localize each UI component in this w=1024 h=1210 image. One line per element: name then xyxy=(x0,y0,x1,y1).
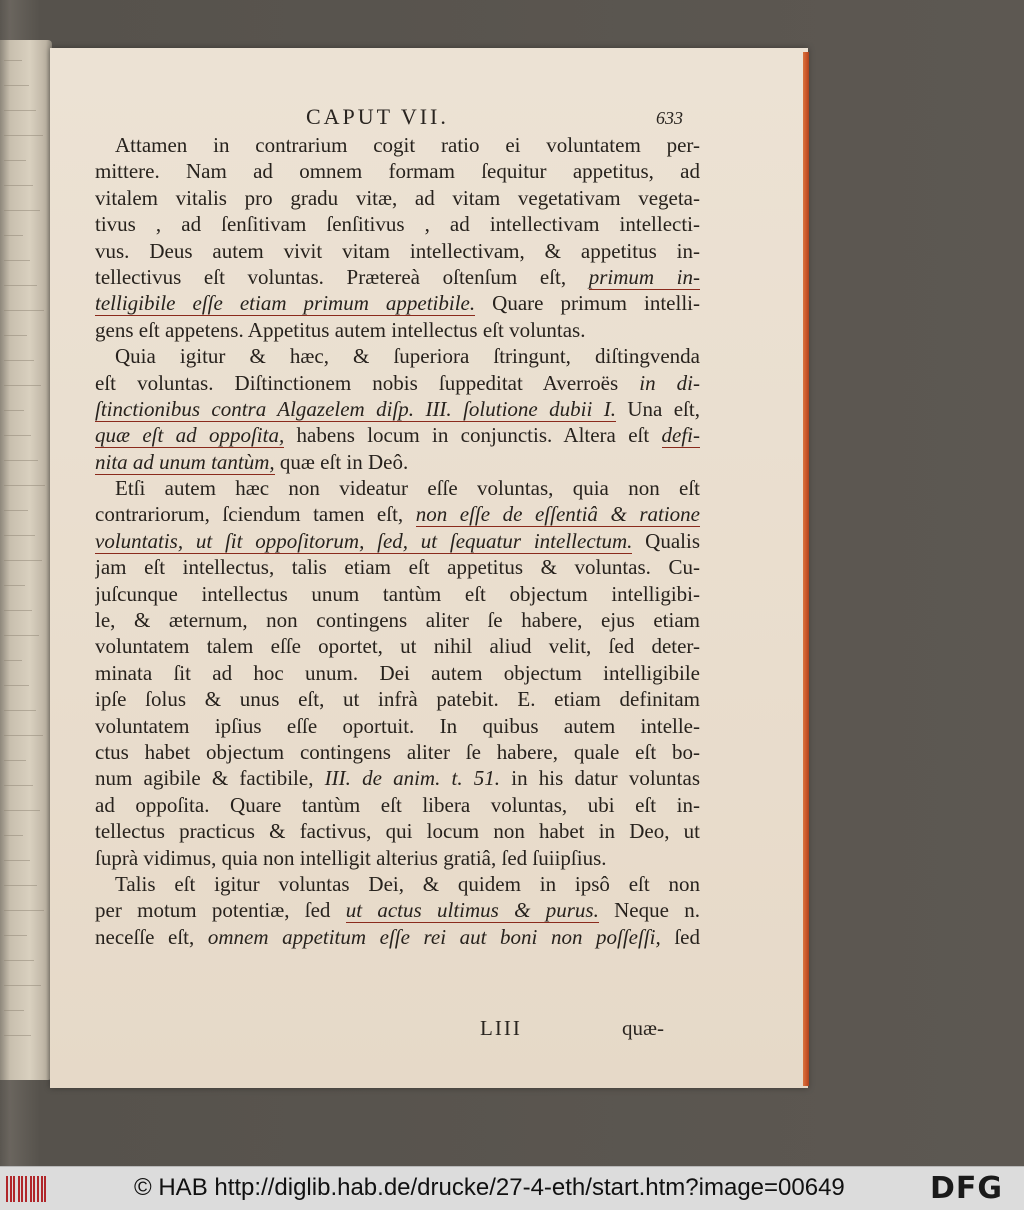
text-line xyxy=(95,501,700,527)
text-run: Quia igitur & hæc, & ſuperiora ſtringunt, diſtingvenda xyxy=(115,344,700,369)
text-run: ſuprà vidimus, quia non intelligit alterius gratiâ, ſed ſuiipſius. xyxy=(95,845,607,870)
text-run: Attamen in contrarium cogit ratio ei voluntatem per- xyxy=(115,133,700,157)
italic-run: voluntatis, ut ſit oppoſitorum, ſed, ut ſequatur intellectum. xyxy=(95,528,633,553)
text-line xyxy=(95,290,700,316)
text-line xyxy=(95,924,700,950)
text-run: voluntatem ipſius eſſe oportuit. In quibus autem intelle- xyxy=(95,713,700,738)
italic-run: telligibile eſſe etiam primum appetibile. xyxy=(95,291,476,316)
bleed-through-mark xyxy=(4,510,28,511)
bleed-through-mark xyxy=(4,860,30,861)
text-run: tellectivus eſt voluntas. Prætereà oſtenſum eſt, xyxy=(95,264,589,289)
text-run: tellectus practicus & factivus, qui locum non habet in Deo, ut xyxy=(95,819,700,844)
text-run: Talis eſt igitur voluntas Dei, & quidem in ipsô eſt non xyxy=(115,871,700,896)
text-line xyxy=(95,554,700,580)
text-run: jam eſt intellectus, talis etiam eſt appetitus & voluntas. Cu- xyxy=(95,555,700,580)
page-footer xyxy=(50,1016,808,1046)
bleed-through-mark xyxy=(4,735,43,736)
book-page xyxy=(50,48,808,1088)
text-line xyxy=(95,792,700,818)
barcode-stripe xyxy=(44,1176,46,1202)
text-line xyxy=(95,370,700,396)
bleed-through-mark xyxy=(4,335,27,336)
bleed-through-mark xyxy=(4,685,29,686)
catchword: quæ- xyxy=(622,1016,664,1040)
text-line xyxy=(95,660,700,686)
page-header xyxy=(50,102,808,136)
bleed-through-mark xyxy=(4,535,35,536)
italic-run: non eſſe de eſſentiâ & ratione xyxy=(415,502,700,527)
barcode-stripe xyxy=(6,1176,8,1202)
text-line xyxy=(95,607,700,633)
copyright-link[interactable]: © HAB http://diglib.hab.de/drucke/27-4-eth/start.htm?image=00649 xyxy=(134,1174,845,1201)
text-line xyxy=(95,185,700,211)
bleed-through-mark xyxy=(4,135,43,136)
bleed-through-mark xyxy=(4,985,41,986)
text-run: ad oppoſita. Quare tantùm eſt libera voluntas, ubi eſt in- xyxy=(95,792,700,817)
italic-run: ut actus ultimus & purus. xyxy=(345,898,599,923)
text-line xyxy=(95,449,700,475)
barcode-stripe xyxy=(37,1176,39,1202)
bleed-through-mark xyxy=(4,835,23,836)
text-run: quæ eſt in Deô. xyxy=(274,449,409,474)
bleed-through-mark xyxy=(4,935,27,936)
bleed-through-mark xyxy=(4,1035,31,1036)
barcode-stripe xyxy=(33,1176,35,1202)
bleed-through-mark xyxy=(4,435,31,436)
text-line xyxy=(95,739,700,765)
barcode-stripe xyxy=(41,1176,43,1202)
barcode-stripe xyxy=(25,1176,27,1202)
italic-run: III. de anim. t. 51. xyxy=(324,766,501,791)
bleed-through-mark xyxy=(4,360,34,361)
text-run: voluntatem talem eſſe oportet, ut nihil aliud velit, ſed deter- xyxy=(95,634,700,659)
barcode-stripe xyxy=(21,1176,23,1202)
bleed-through-mark xyxy=(4,410,24,411)
bleed-through-mark xyxy=(4,885,37,886)
bleed-through-mark xyxy=(4,60,22,61)
page-number: 633 xyxy=(656,108,683,128)
bleed-through-mark xyxy=(4,85,29,86)
text-run: Neque n. xyxy=(598,898,700,923)
text-line xyxy=(95,686,700,712)
bleed-through-mark xyxy=(4,1010,24,1011)
bleed-through-mark xyxy=(4,660,22,661)
running-head: CAPUT VII. xyxy=(306,104,449,129)
text-line xyxy=(95,765,700,791)
text-line xyxy=(95,343,700,369)
text-line xyxy=(95,317,700,343)
text-run: vus. Deus autem vivit vitam intellectivam, & appetitus in- xyxy=(95,238,700,263)
italic-run: primum in- xyxy=(588,264,700,289)
italic-run: defi- xyxy=(661,423,700,448)
text-run: ipſe ſolus & unus eſt, ut infrà patebit. E. etiam definitam xyxy=(95,687,700,712)
bleed-through-mark xyxy=(4,810,40,811)
text-line xyxy=(95,238,700,264)
text-line xyxy=(95,633,700,659)
text-run: eſt voluntas. Diſtinctionem nobis ſuppeditat Averroës xyxy=(95,370,640,395)
viewer-footer xyxy=(0,1166,1024,1210)
text-line xyxy=(95,845,700,871)
text-line xyxy=(95,818,700,844)
text-run: ctus habet objectum contingens aliter ſe habere, quale eſt bo- xyxy=(95,739,700,764)
text-run: Una eſt, xyxy=(615,396,700,421)
text-run: ſed xyxy=(660,924,700,949)
bleed-through-mark xyxy=(4,160,26,161)
text-line xyxy=(95,132,700,158)
bleed-through-mark xyxy=(4,585,25,586)
barcode-stripe xyxy=(13,1176,15,1202)
bleed-through-mark xyxy=(4,635,39,636)
text-run: tivus , ad ſenſitivam ſenſitivus , ad intellectivam intellecti- xyxy=(95,212,700,237)
text-run: Qualis xyxy=(632,528,700,553)
text-line xyxy=(95,211,700,237)
text-run: Etſi autem hæc non videatur eſſe voluntas, quia non eſt xyxy=(115,476,700,501)
dfg-logo: DFG xyxy=(930,1171,1004,1206)
text-run: minata ſit ad hoc unum. Dei autem objectum intelligibile xyxy=(95,660,700,685)
text-run: in his datur voluntas xyxy=(500,766,700,791)
bleed-through-mark xyxy=(4,260,30,261)
barcode-stripe xyxy=(30,1176,32,1202)
text-run: habens locum in conjunctis. Altera eſt xyxy=(284,423,662,448)
bleed-through-mark xyxy=(4,460,38,461)
text-run: neceſſe eſt, xyxy=(95,924,208,949)
italic-run: nita ad unum tantùm, xyxy=(95,449,275,474)
bleed-through-mark xyxy=(4,235,23,236)
signature-mark: LIII xyxy=(480,1016,522,1040)
bleed-through-mark xyxy=(4,485,45,486)
italic-run: ſtinctionibus contra Algazelem diſp. III. ſolutione dubii I. xyxy=(95,396,616,421)
text-run: mittere. Nam ad omnem formam ſequitur appetitus, ad xyxy=(95,159,700,184)
bleed-through-mark xyxy=(4,960,34,961)
text-run: juſcunque intellectus unum tantùm eſt objectum intelligibi- xyxy=(95,581,700,606)
text-line xyxy=(95,422,700,448)
bleed-through-mark xyxy=(4,560,42,561)
bleed-through-mark xyxy=(4,310,44,311)
text-run: num agibile & factibile, xyxy=(95,766,325,791)
text-line xyxy=(95,158,700,184)
italic-run: quæ eſt ad oppoſita, xyxy=(95,423,285,448)
text-line xyxy=(95,396,700,422)
body-text xyxy=(95,132,700,950)
text-line xyxy=(95,871,700,897)
text-line xyxy=(95,581,700,607)
barcode-stripe xyxy=(10,1176,12,1202)
italic-run: in di- xyxy=(639,370,700,395)
bleed-through-mark xyxy=(4,285,37,286)
text-run: contrariorum, ſciendum tamen eſt, xyxy=(95,502,416,527)
bleed-through-mark xyxy=(4,760,26,761)
text-run: Quare primum intelli- xyxy=(475,291,700,316)
text-run: per motum potentiæ, ſed xyxy=(95,898,346,923)
text-line xyxy=(95,713,700,739)
bleed-through-mark xyxy=(4,785,33,786)
bleed-through-mark xyxy=(4,610,32,611)
red-page-edge xyxy=(803,52,809,1086)
text-run: gens eſt appetens. Appetitus autem intellectus eſt voluntas. xyxy=(95,317,586,342)
bleed-through-mark xyxy=(4,910,44,911)
barcode-stripe xyxy=(18,1176,20,1202)
bleed-through-mark xyxy=(4,185,33,186)
bleed-through-mark xyxy=(4,210,40,211)
text-line xyxy=(95,264,700,290)
bleed-through-mark xyxy=(4,110,36,111)
text-line xyxy=(95,475,700,501)
text-run: vitalem vitalis pro gradu vitæ, ad vitam vegetativam vegeta- xyxy=(95,185,700,210)
hab-barcode-icon xyxy=(6,1176,48,1202)
italic-run: omnem appetitum eſſe rei aut boni non poſſeſſi, xyxy=(207,924,661,949)
bleed-through-mark xyxy=(4,385,41,386)
text-run: le, & æternum, non contingens aliter ſe habere, ejus etiam xyxy=(95,608,700,633)
text-line xyxy=(95,528,700,554)
bleed-through-mark xyxy=(4,710,36,711)
text-line xyxy=(95,897,700,923)
previous-pages-edge xyxy=(0,40,52,1080)
